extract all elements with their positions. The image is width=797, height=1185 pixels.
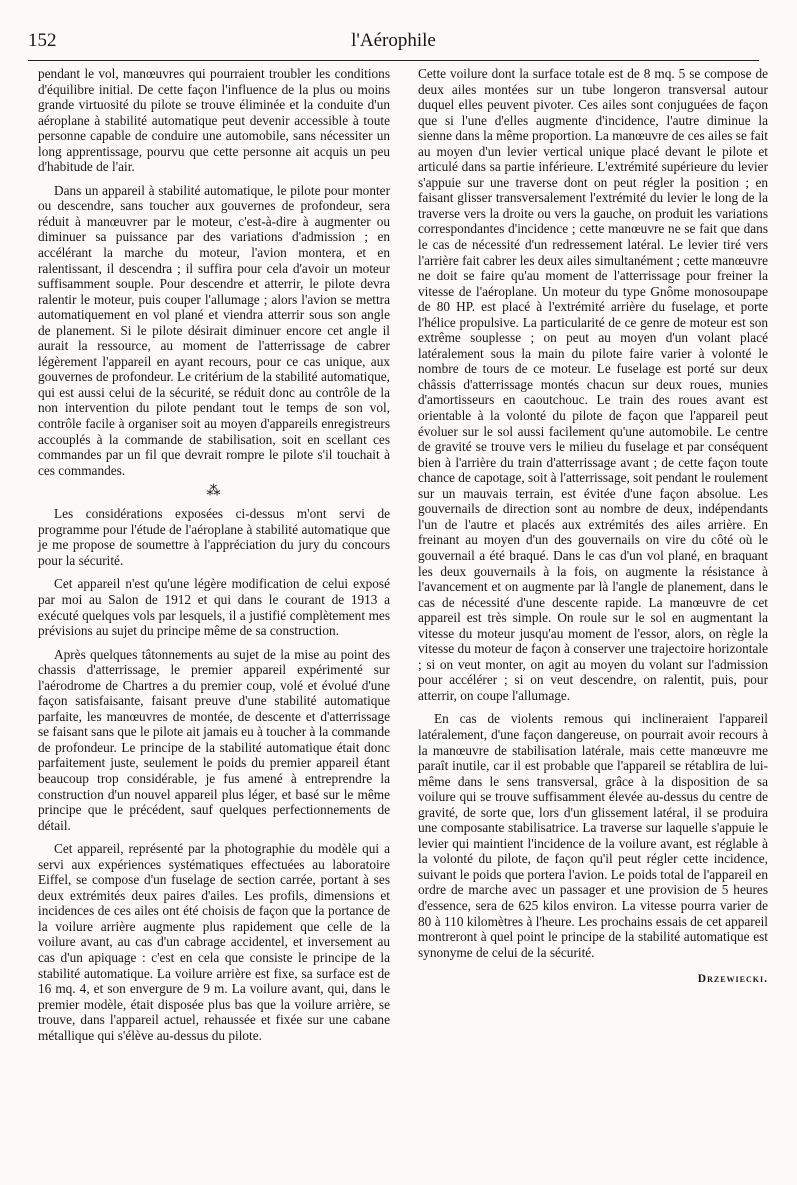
right-column	[418, 66, 768, 1166]
header-rule	[28, 60, 759, 61]
journal-title: l'Aérophile	[351, 30, 436, 51]
left-column	[38, 66, 390, 1166]
paragraph: Dans un appareil à stabilité automatique, le pilote pour monter ou descendre, sans toucher aux gouvernes de profondeur, sera réduit à manœuvrer par le moteur, c'est-à-dire à augmenter ou diminuer sa puissance par des variations d'admission ; en accélérant la marche du moteur, l'avion montera, et en ralentissant, il descendra ; il suffira pour cela d'avoir un moteur suffisamment souple. Pour descendre et atterrir, le pilote devra ralentir le moteur, puis couper l'allumage ; alors l'avion se mettra automatiquement en vol plané et viendra atterrir sous son angle de planement. Si le pilote désirait diminuer encore cet angle il aurait la ressource, au moment de l'atterrissage de cabrer légèrement l'appareil en ayant recours, pour ce cas unique, aux gouvernes de profondeur. Le critérium de la stabilité automatique, qui est aussi celui de la sécurité, se réduit donc au contrôle de la non intervention du pilote pendant tout le temps de son vol, contrôle facile à organiser soit au moyen d'appareils enregistreurs accouplés à la commande de stabilisation, soit en scellant ces commandes par un fil que devrait rompre le pilote s'il touchait à ces commandes.	[38, 182, 390, 478]
paragraph: Les considérations exposées ci-dessus m'ont servi de programme pour l'étude de l'aéroplane à stabilité automatique que je me propose de soumettre à l'appréciation du jury du concours pour la sécurité.	[38, 506, 390, 568]
paragraph: Après quelques tâtonnements au sujet de la mise au point des chassis d'atterrissage, le premier appareil expérimenté sur l'aérodrome de Chartres a du premier coup, volé et évolué d'une façon satisfaisante, faisant preuve d'une stabilité automatique parfaite, les manœuvres de montée, de descente et d'atterrissage se faisant sans que le pilote ait jamais eu à toucher à la commande de profondeur. Le principe de la stabilité automatique était donc parfaitement juste, seulement le poids du premier appareil étant beaucoup trop considérable, je fus amené à entreprendre la construction d'un nouvel appareil plus léger, et basé sur le même principe que le précédent, sauf quelques perfectionnements de détail.	[38, 646, 390, 833]
page-header	[28, 30, 759, 54]
section-separator: ⁂	[206, 484, 222, 500]
page-number: 152	[28, 30, 57, 51]
paragraph: Cet appareil, représenté par la photographie du modèle qui a servi aux expériences systématiques effectuées au laboratoire Eiffel, se compose d'un fuselage de section carrée, portant à ses deux extrémités deux paires d'ailes. Les profils, dimensions et incidences de ces ailes ont été choisis de façon que la portance de la voilure arrière augmente plus rapidement que celle de la voilure avant, au cas d'un cabrage accidentel, et inversement au cas d'un apiquage : c'est en cela que consiste le principe de la stabilité automatique. La voilure arrière est fixe, sa surface est de 16 mq. 4, et son envergure de 9 m. La voilure avant, qui, dans le premier modèle, était disposée plus bas que la voilure arrière, se trouve, dans l'appareil actuel, rehaussée et fixée sur une cabane métallique qui s'élève au-dessus du pilote.	[38, 841, 390, 1043]
paragraph: pendant le vol, manœuvres qui pourraient troubler les conditions d'équilibre initial. De cette façon l'influence de la plus ou moins grande virtuosité du pilote se trouve éliminée et la conduite d'un aéroplane à stabilité automatique peut devenir accessible à toute personne capable de conduire une automobile, sans nécessiter un long apprentissage, pourvu que cette personne ait acquis un peu d'habitude de l'air.	[38, 66, 390, 175]
paragraph: En cas de violents remous qui inclineraient l'appareil latéralement, d'une façon dangereuse, on pourrait avoir recours à la manœuvre de stabilisation latérale, mais cette manœuvre me paraît inutile, car il est probable que l'appareil se rétablira de lui-même dans le sens transversal, grâce à la disposition de sa voilure qui se trouve suffisamment élevée au-dessus du centre de gravité, de sorte que, lors d'un glissement latéral, il se produira une composante stabilisatrice. La traverse sur laquelle s'appuie le levier qui maintient l'incidence de la voilure avant, est réglable à la volonté du pilote, de façon qu'il peut régler cette incidence, suivant le poids que portera l'avion. Le poids total de l'appareil en ordre de marche avec un passager et une provision de 5 heures d'essence, sera de 625 kilos environ. La vitesse pourra varier de 80 à 110 kilomètres à l'heure. Les prochains essais de cet appareil montreront à quel point le principe de la stabilité automatique est synonyme de celui de la sécurité.	[418, 711, 768, 960]
paragraph: Cette voilure dont la surface totale est de 8 mq. 5 se compose de deux ailes montées sur un tube longeron transversal autour duquel elles peuvent pivoter. Ces ailes sont conjuguées de façon que si l'une d'elles augmente d'incidence, l'autre diminue la sienne dans la même proportion. La manœuvre de ces ailes se fait au moyen d'un levier vertical unique placé devant le pilote et articulé dans sa partie inférieure. L'extrémité supérieure du levier s'appuie sur une traverse dont on peut régler la position ; en faisant glisser transversalement l'extrémité du levier le long de la traverse vers la droite ou vers la gauche, on produit les variations correspondantes d'incidence ; cette manœuvre ne se fait que dans le cas de nécessité d'un redressement latéral. Le levier tiré vers l'arrière fait cabrer les deux ailes simultanément ; cette manœuvre ne doit se faire qu'au moment de l'atterrissage pour freiner la vitesse de l'aéroplane. Un moteur du type Gnôme monosoupape de 80 HP. est placé à l'extrémité arrière du fuselage, et porte l'hélice propulsive. La particularité de ce genre de moteur est son extrême souplesse ; on peut au moyen d'un volant placé latéralement sous la main du pilote faire varier à volonté le nombre de tours de ce moteur. Le fuselage est porté sur deux châssis d'atterrissage montés chacun sur deux roues, munies d'amortisseurs en caoutchouc. Le train des roues avant est orientable à la volonté du pilote de façon que l'appareil peut évoluer sur le sol aussi facilement qu'une automobile. Le centre de gravité se trouve vers le milieu du fuselage et par conséquent bien à l'arrière du train d'atterrissage avant ; de cette façon toute chance de capotage, soit à l'atterrissage, soit pendant le roulement sur un mauvais terrain, est évitée d'une façon absolue. Les gouvernails de direction sont au nombre de deux, indépendants l'un de l'autre et placés aux extrémités des ailes arrière. En freinant au moyen d'un des gouvernails on vire du côté où le gouvernail a été braqué. Dans le cas d'un vol plané, en braquant les deux gouvernails à la fois, on augmente la résistance à l'avancement et on augmente par là l'angle de planement, dans le cas de nécessité d'une descente rapide. La manœuvre de cet appareil est très simple. On roule sur le sol en augmentant la vitesse du moteur jusqu'au moment de l'essor, alors, on règle la vitesse du moteur de façon à conserver une trajectoire horizontale ; si on veut monter, on agit au moyen du volant sur l'admission pour accélérer ; si on veut descendre, on ralentit, puis, pour atterrir, on coupe l'allumage.	[418, 66, 768, 703]
paragraph: Cet appareil n'est qu'une légère modification de celui exposé par moi au Salon de 1912 et qui dans le courant de 1913 a exécuté quelques vols par lesquels, il a justifié complètement mes prévisions au sujet du principe même de sa construction.	[38, 576, 390, 639]
author-signature: Drzewiecki.	[697, 973, 768, 986]
